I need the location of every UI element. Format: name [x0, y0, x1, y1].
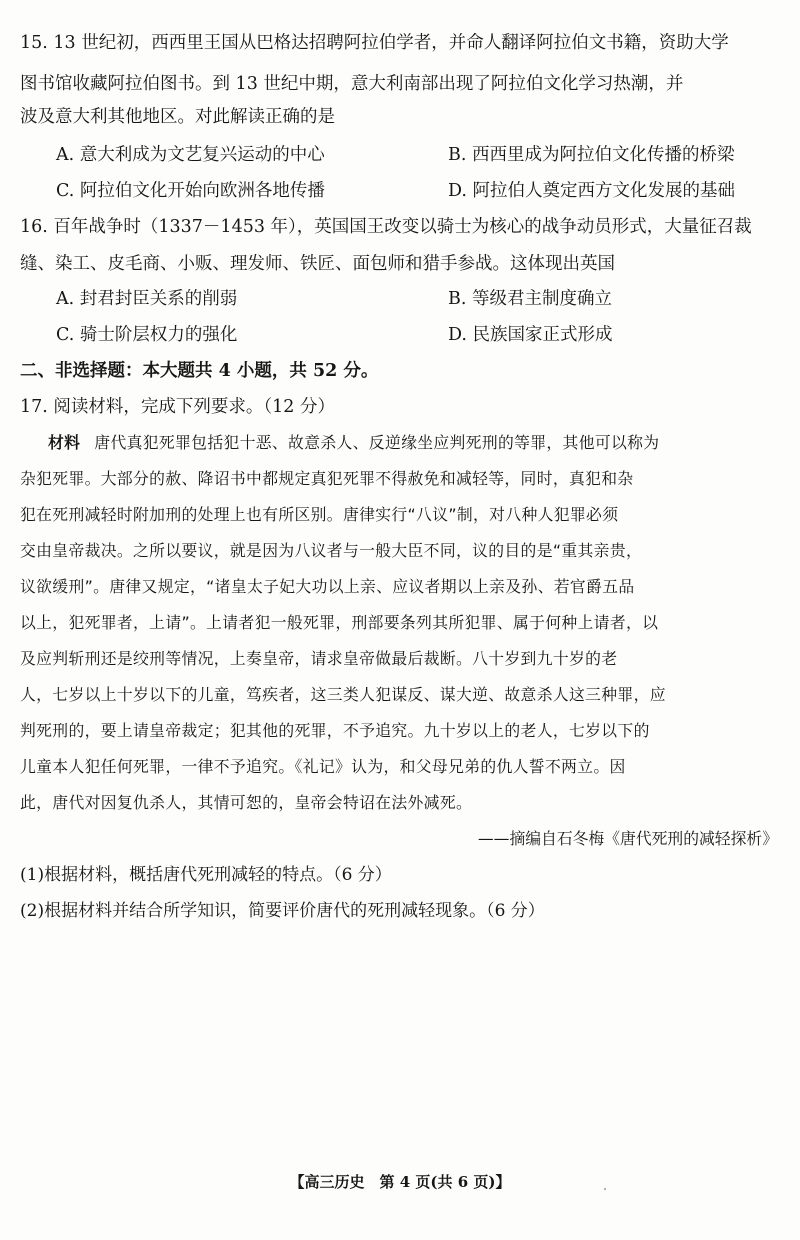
q17-material-line-2: 杂犯死罪。大部分的赦、降诏书中都规定真犯死罪不得赦免和减轻等，同时，真犯和杂: [20, 469, 634, 488]
q16-stem-line-2: 缝、染工、皮毛商、小贩、理发师、铁匠、面包师和猎手参战。这体现出英国: [20, 254, 615, 274]
q15-option-c: C. 阿拉伯文化开始向欧洲各地传播: [56, 181, 325, 201]
q17-material-line-3: 犯在死刑减轻时附加刑的处理上也有所区别。唐律实行“八议”制，对八种人犯罪必须: [20, 505, 619, 524]
q16-option-a: A. 封君封臣关系的削弱: [56, 289, 238, 309]
q16-option-c: C. 骑士阶层权力的强化: [56, 325, 238, 345]
q16-option-d: D. 民族国家正式形成: [448, 325, 613, 345]
q17-material-line-5: 议欲缓刑”。唐律又规定，“诸皇太子妃大功以上亲、应议者期以上亲及孙、若官爵五品: [20, 577, 635, 596]
q17-title: 17. 阅读材料，完成下列要求。（12 分）: [20, 397, 335, 417]
page-footer: 【高三历史 第 4 页(共 6 页)】: [289, 1173, 511, 1191]
q17-material-line-10: 儿童本人犯任何死罪，一律不予追究。《礼记》认为，和父母兄弟的仇人誓不两立。因: [20, 757, 626, 776]
q16-stem-line-1: 16. 百年战争时（1337－1453 年），英国国王改变以骑士为核心的战争动员形式，大量征召裁: [20, 217, 752, 237]
q17-subquestion-2: (2)根据材料并结合所学知识，简要评价唐代的死刑减轻现象。（6 分）: [20, 901, 545, 921]
q17-material-line-6: 以上，犯死罪者，上请”。上请者犯一般死罪，刑部要条列其所犯罪、属于何种上请者，以: [20, 613, 659, 632]
q15-option-d: D. 阿拉伯人奠定西方文化发展的基础: [448, 181, 736, 201]
q17-subquestion-1: (1)根据材料，概括唐代死刑减轻的特点。（6 分）: [20, 865, 392, 885]
section-2-heading: 二、非选择题：本大题共 4 小题，共 52 分。: [20, 361, 379, 381]
q16-option-b: B. 等级君主制度确立: [448, 289, 612, 309]
q17-material-line-8: 人，七岁以上十岁以下的儿童，笃疾者，这三类人犯谋反、谋大逆、故意杀人这三种罪，应: [20, 685, 666, 704]
q15-option-a: A. 意大利成为文艺复兴运动的中心: [56, 145, 325, 165]
q15-option-b: B. 西西里成为阿拉伯文化传播的桥梁: [448, 145, 735, 165]
q17-material-line-4: 交由皇帝裁决。之所以要议，就是因为八议者与一般大臣不同，议的目的是“重其亲贵，: [20, 541, 643, 560]
q17-material-source: ——摘编自石冬梅《唐代死刑的减轻探析》: [477, 829, 778, 848]
q15-stem-line-1: 15. 13 世纪初，西西里王国从巴格达招聘阿拉伯学者，并命人翻译阿拉伯文书籍，资助大学: [20, 33, 729, 53]
q17-material-line-7: 及应判斩刑还是绞刑等情况，上奏皇帝，请求皇帝做最后裁断。八十岁到九十岁的老: [20, 649, 618, 668]
q17-material-line-9: 判死刑的，要上请皇帝裁定；犯其他的死罪，不予追究。九十岁以上的老人，七岁以下的: [20, 721, 650, 740]
material-label: 材料: [48, 433, 81, 452]
q17-material-line-1: [48, 430, 782, 456]
q15-stem-line-3: 波及意大利其他地区。对此解读正确的是: [20, 107, 335, 127]
q17-material-line-11: 此，唐代对因复仇杀人，其情可恕的，皇帝会特诏在法外减死。: [20, 793, 473, 812]
material-line-1-text: 唐代真犯死罪包括犯十恶、故意杀人、反逆缘坐应判死刑的等罪，其他可以称为: [94, 433, 660, 452]
q15-stem-line-2: 图书馆收藏阿拉伯图书。到 13 世纪中期，意大利南部出现了阿拉伯文化学习热潮，并: [20, 74, 684, 94]
